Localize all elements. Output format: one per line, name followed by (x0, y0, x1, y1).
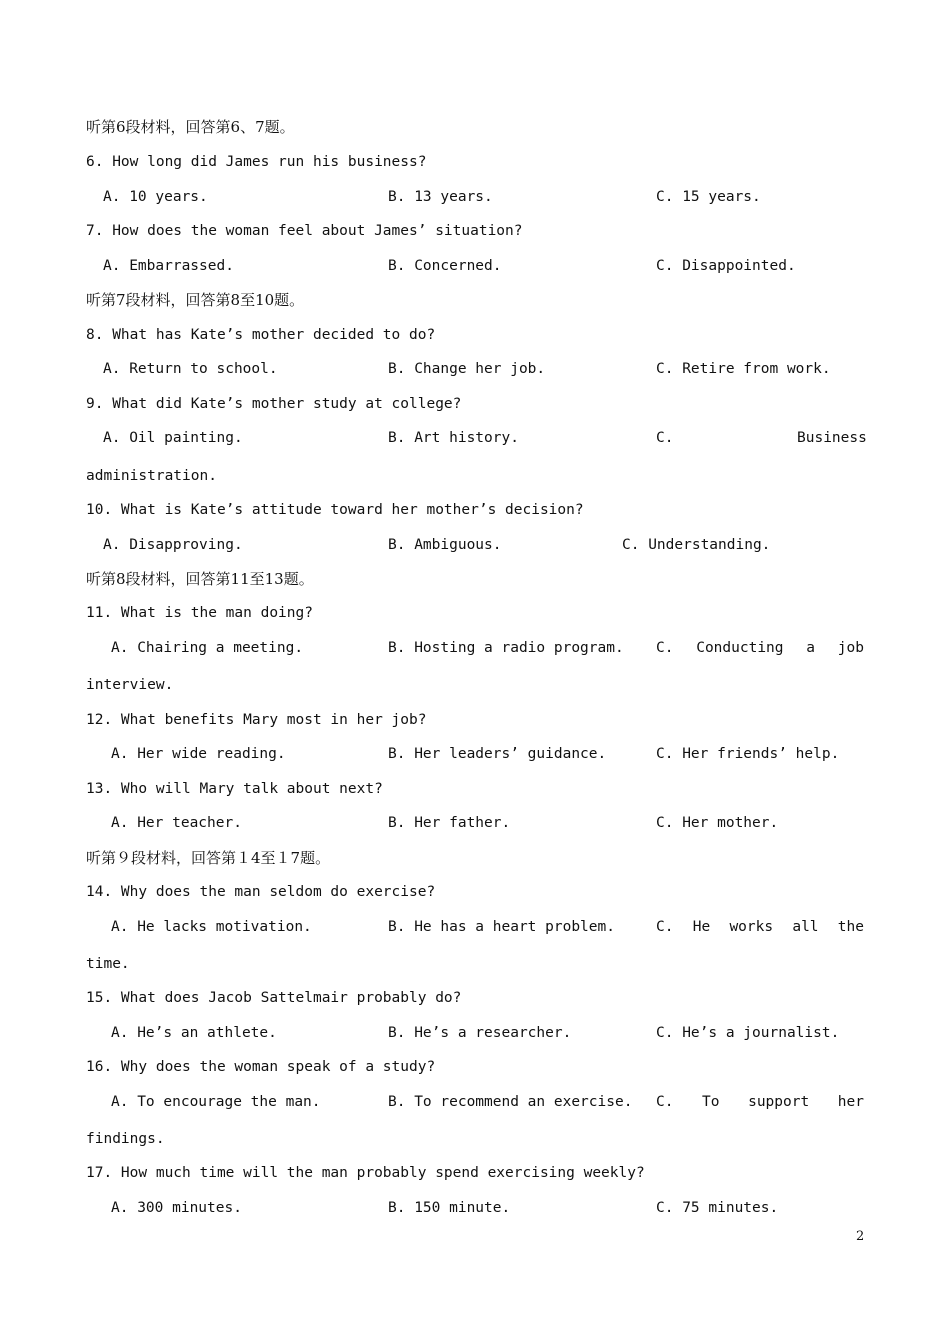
q10-option-c: C. Understanding. (622, 537, 771, 553)
q11-option-c-word: a (806, 640, 816, 656)
question-9: 9. What did Kate’s mother study at college? (86, 396, 462, 412)
question-13: 13. Who will Mary talk about next? (86, 781, 383, 797)
question-6: 6. How long did James run his business? (86, 154, 427, 170)
q12-option-c: C. Her friends’ help. (656, 746, 840, 762)
question-16: 16. Why does the woman speak of a study? (86, 1059, 436, 1075)
q13-option-b: B. Her father. (388, 815, 511, 831)
q7-option-c: C. Disappointed. (656, 258, 796, 274)
q14-option-c-word: He (692, 919, 711, 935)
section-heading-6: 听第6段材料，回答第6、7题。 (86, 118, 295, 136)
q13-option-a: A. Her teacher. (111, 815, 242, 831)
q14-option-c-word: works (729, 919, 774, 935)
section-heading-7: 听第7段材料，回答第8至10题。 (86, 291, 305, 309)
q9-option-c-word: Business (797, 430, 867, 446)
q11-option-a: A. Chairing a meeting. (111, 640, 304, 656)
q11-option-c-word: job (837, 640, 864, 656)
q10-option-a: A. Disapproving. (103, 537, 243, 553)
question-15: 15. What does Jacob Sattelmair probably do? (86, 990, 462, 1006)
q14-option-c (656, 918, 864, 936)
q16-option-c-continuation: findings. (86, 1131, 165, 1147)
section-heading-9: 听第９段材料，回答第１4至１7题。 (86, 849, 331, 867)
q12-option-a: A. Her wide reading. (111, 746, 286, 762)
q15-option-a: A. He’s an athlete. (111, 1025, 277, 1041)
q11-option-c-word: C. (656, 640, 674, 656)
q9-option-c-label: C. (656, 430, 674, 446)
q13-option-c: C. Her mother. (656, 815, 779, 831)
q14-option-c-continuation: time. (86, 956, 130, 972)
q11-option-c-continuation: interview. (86, 677, 174, 693)
section-heading-8: 听第8段材料，回答第11至13题。 (86, 570, 314, 588)
q14-option-a: A. He lacks motivation. (111, 919, 312, 935)
q16-option-c-word: support (748, 1094, 810, 1110)
q6-option-c: C. 15 years. (656, 189, 761, 205)
q11-option-c-word: Conducting (696, 640, 784, 656)
q12-option-b: B. Her leaders’ guidance. (388, 746, 607, 762)
q9-option-c-continuation: administration. (86, 468, 217, 484)
q17-option-a: A. 300 minutes. (111, 1200, 242, 1216)
q17-option-c: C. 75 minutes. (656, 1200, 779, 1216)
question-8: 8. What has Kate’s mother decided to do? (86, 327, 436, 343)
question-12: 12. What benefits Mary most in her job? (86, 712, 427, 728)
q9-option-a: A. Oil painting. (103, 430, 243, 446)
q15-option-b: B. He’s a researcher. (388, 1025, 572, 1041)
q14-option-b: B. He has a heart problem. (388, 919, 615, 935)
question-7: 7. How does the woman feel about James’ situation? (86, 223, 523, 239)
q7-option-a: A. Embarrassed. (103, 258, 234, 274)
q6-option-a: A. 10 years. (103, 189, 208, 205)
q11-option-b: B. Hosting a radio program. (388, 640, 624, 656)
question-11: 11. What is the man doing? (86, 605, 313, 621)
page-number: 2 (856, 1229, 865, 1244)
q7-option-b: B. Concerned. (388, 258, 502, 274)
q16-option-a: A. To encourage the man. (111, 1094, 321, 1110)
q10-option-b: B. Ambiguous. (388, 537, 502, 553)
q14-option-c-word: C. (656, 919, 674, 935)
q16-option-c-word: C. (656, 1094, 674, 1110)
q14-option-c-word: all (792, 919, 819, 935)
q8-option-a: A. Return to school. (103, 361, 278, 377)
q17-option-b: B. 150 minute. (388, 1200, 511, 1216)
q11-option-c (656, 639, 864, 657)
q8-option-b: B. Change her job. (388, 361, 546, 377)
q9-option-b: B. Art history. (388, 430, 519, 446)
q16-option-c-word: her (837, 1094, 864, 1110)
q16-option-b: B. To recommend an exercise. (388, 1094, 633, 1110)
q6-option-b: B. 13 years. (388, 189, 493, 205)
q16-option-c-word: To (702, 1094, 720, 1110)
question-10: 10. What is Kate’s attitude toward her mother’s decision? (86, 502, 584, 518)
q14-option-c-word: the (837, 919, 864, 935)
q8-option-c: C. Retire from work. (656, 361, 831, 377)
q15-option-c: C. He’s a journalist. (656, 1025, 840, 1041)
question-17: 17. How much time will the man probably spend exercising weekly? (86, 1165, 645, 1181)
question-14: 14. Why does the man seldom do exercise? (86, 884, 436, 900)
q16-option-c (656, 1093, 864, 1111)
